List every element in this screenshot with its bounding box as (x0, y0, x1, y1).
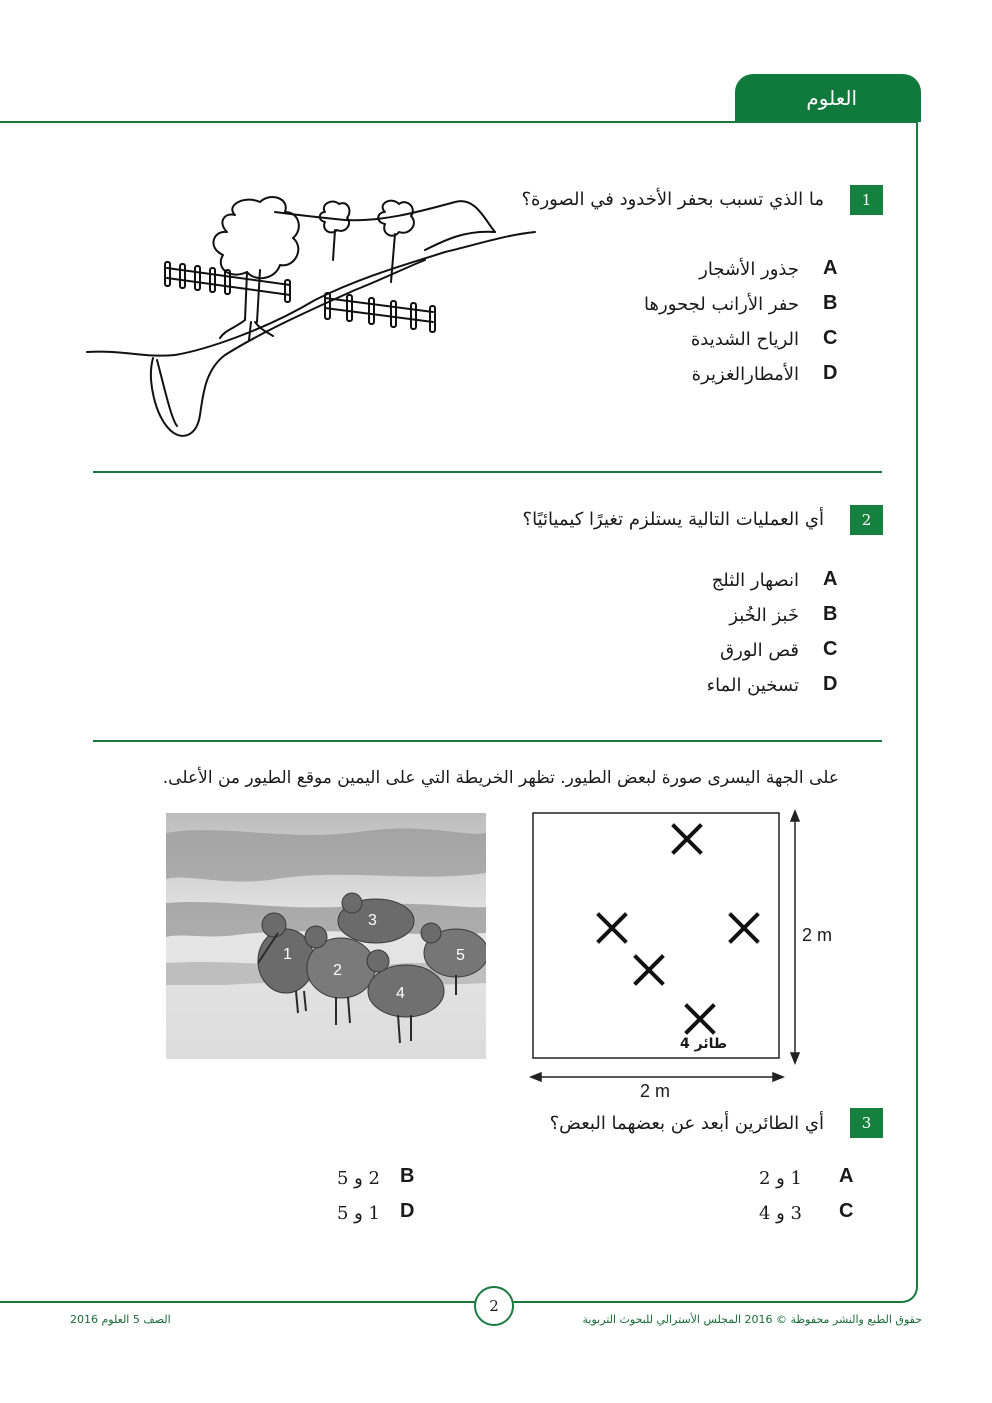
bird-label-2: 2 (333, 962, 342, 979)
q2-option-d-text[interactable]: تسخين الماء (706, 675, 799, 696)
q2-option-c-text[interactable]: قص الورق (720, 640, 799, 661)
question-3-text: أي الطائرين أبعد عن بعضهما البعض؟ (549, 1113, 824, 1134)
gully-illustration (85, 190, 545, 440)
question-3-number: 3 (850, 1108, 883, 1138)
map-side-arrow (791, 811, 799, 1063)
subject-tab (735, 74, 921, 122)
q1-option-c-text[interactable]: الرياح الشديدة (690, 329, 799, 350)
q3-option-a-text[interactable]: 1 و 2 (758, 1168, 802, 1189)
q3-option-b-letter[interactable]: B (400, 1165, 415, 1187)
map-square (533, 813, 779, 1058)
q3-option-d-letter[interactable]: D (400, 1200, 415, 1222)
q2-option-d-letter[interactable]: D (823, 673, 838, 695)
q2-option-b-text[interactable]: خَبز الخُبز (729, 605, 799, 626)
q2-option-b-letter[interactable]: B (823, 603, 838, 625)
q1-option-b-letter[interactable]: B (823, 292, 838, 314)
map-bottom-arrow (531, 1073, 783, 1081)
q1-option-c-letter[interactable]: C (823, 327, 838, 349)
divider-1 (93, 471, 882, 473)
bird-label-4: 4 (396, 985, 405, 1002)
question-3-intro: على الجهة اليسرى صورة لبعض الطيور. تظهر الخريطة التي على اليمين موقع الطيور من الأعلى. (162, 768, 839, 788)
bird-label-3: 3 (368, 912, 377, 929)
q1-option-d-text[interactable]: الأمطارالغزيرة (691, 364, 799, 385)
map-bird-4-label: طائر 4 (680, 1036, 728, 1052)
divider-2 (93, 740, 882, 742)
bird-label-5: 5 (456, 947, 465, 964)
q3-option-d-text[interactable]: 1 و 5 (336, 1203, 380, 1224)
q3-option-c-letter[interactable]: C (839, 1200, 854, 1222)
q1-option-b-text[interactable]: حفر الأرانب لجحورها (644, 294, 799, 315)
q2-option-a-text[interactable]: انصهار الثلج (711, 570, 799, 591)
q2-option-c-letter[interactable]: C (823, 638, 838, 660)
footer-grade: الصف 5 العلوم 2016 (70, 1313, 171, 1326)
bird-label-1: 1 (283, 946, 292, 963)
question-2-number: 2 (850, 505, 883, 535)
q3-option-a-letter[interactable]: A (839, 1165, 854, 1187)
map-side-label: 2 m (802, 925, 833, 945)
q3-option-b-text[interactable]: 2 و 5 (336, 1168, 380, 1189)
q1-option-d-letter[interactable]: D (823, 362, 838, 384)
question-1-number: 1 (850, 185, 883, 215)
q1-option-a-letter[interactable]: A (823, 257, 838, 279)
q1-option-a-text[interactable]: جذور الأشجار (699, 259, 799, 280)
birds-map (525, 805, 845, 1100)
q3-option-c-text[interactable]: 3 و 4 (758, 1203, 802, 1224)
birds-photo (166, 813, 486, 1059)
footer-copyright: حقوق الطبع والنشر محفوظة © 2016 المجلس الأسترالي للبحوث التربوية (582, 1313, 922, 1326)
q2-option-a-letter[interactable]: A (823, 568, 838, 590)
question-1-text: ما الذي تسبب بحفر الأخدود في الصورة؟ (521, 189, 824, 210)
subject-title: العلوم (806, 86, 857, 110)
page-number: 2 (474, 1286, 514, 1326)
map-bottom-label: 2 m (640, 1081, 671, 1101)
question-2-text: أي العمليات التالية يستلزم تغيرًا كيميائيًا؟ (522, 509, 824, 530)
